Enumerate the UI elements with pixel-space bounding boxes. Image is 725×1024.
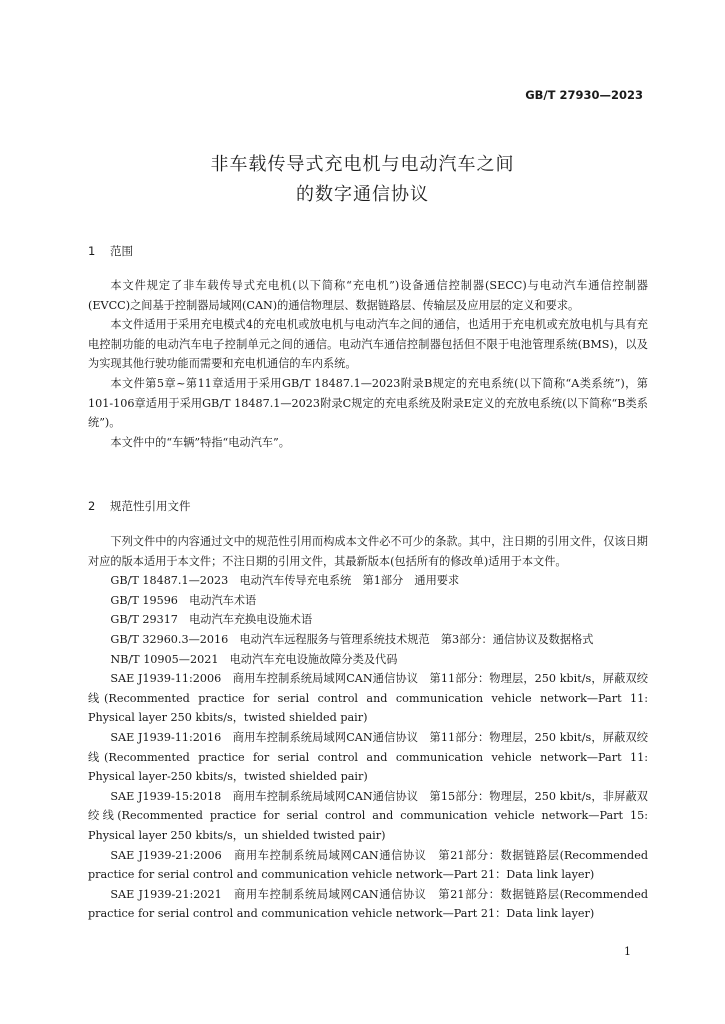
- section-number: 2: [88, 499, 96, 513]
- reference-item: GB/T 29317 电动汽车充换电设施术语: [110, 613, 313, 627]
- paragraph: 本文件中的“车辆”特指“电动汽车”。: [110, 435, 290, 449]
- reference-item: GB/T 18487.1—2023 电动汽车传导充电系统 第1部分 通用要求: [110, 574, 460, 588]
- section-title: 规范性引用文件: [110, 499, 191, 513]
- reference-item: SAE J1939-21:2006 商用车控制系统局域网CAN通信协议 第21部分：数据链路层(Recommended practice for serial control and communication vehicle network—Part 21：Data link layer): [88, 848, 648, 882]
- section-number: 1: [88, 244, 96, 258]
- page-number: 1: [624, 945, 631, 958]
- reference-item: SAE J1939-21:2021 商用车控制系统局域网CAN通信协议 第21部分：数据链路层(Recommended practice for serial control and communication vehicle network—Part 21：Data link layer): [88, 887, 648, 921]
- reference-item: GB/T 32960.3—2016 电动汽车远程服务与管理系统技术规范 第3部分：通信协议及数据格式: [110, 632, 594, 646]
- section-1-body: [88, 276, 648, 452]
- reference-item: SAE J1939-11:2006 商用车控制系统局域网CAN通信协议 第11部分：物理层，250 kbit/s，屏蔽双绞线(Recommented practice for serial control and communication vehicle network—Part 11: Physical layer 250 kbits/s，twisted shielded pair): [88, 672, 648, 725]
- paragraph: 本文件适用于采用充电模式4的充电机或放电机与电动汽车之间的通信，也适用于充电机或充放电机与具有充电控制功能的电动汽车电子控制单元之间的通信。电动汽车通信控制器包括但不限于电池管理系统(BMS)，以及为实现其他行驶功能而需要和充电机通信的车内系统。: [88, 318, 648, 371]
- document-title: [0, 150, 725, 210]
- section-2-heading: [88, 498, 191, 514]
- title-line-2: 的数字通信协议: [296, 184, 429, 205]
- title-line-1: 非车载传导式充电机与电动汽车之间: [210, 154, 515, 175]
- section-title: 范围: [110, 244, 133, 258]
- paragraph: 本文件规定了非车载传导式充电机(以下简称“充电机”)设备通信控制器(SECC)与电动汽车通信控制器(EVCC)之间基于控制器局域网(CAN)的通信物理层、数据链路层、传输层及应用层的定义和要求。: [88, 279, 648, 312]
- section-2-body: [88, 532, 648, 924]
- section-1-heading: [88, 243, 133, 259]
- paragraph: 下列文件中的内容通过文中的规范性引用而构成本文件必不可少的条款。其中，注日期的引用文件，仅该日期对应的版本适用于本文件；不注日期的引用文件，其最新版本(包括所有的修改单)适用于本文件。: [88, 535, 648, 568]
- reference-item: SAE J1939-11:2016 商用车控制系统局域网CAN通信协议 第11部分：物理层，250 kbit/s，屏蔽双绞线(Recommented practice for serial control and communication vehicle network—Part 11: Physical layer-250 kbits/s，twisted shielded pair): [88, 730, 648, 784]
- reference-item: SAE J1939-15:2018 商用车控制系统局域网CAN通信协议 第15部分：物理层，250 kbit/s，非屏蔽双绞线(Recommented practice for serial control and communication vehicle network—Part 15: Physical layer 250 kbits/s，un shielded twisted pair): [88, 789, 648, 842]
- paragraph: 本文件第5章~第11章适用于采用GB/T 18487.1—2023附录B规定的充电系统(以下简称“A类系统”)，第101-106章适用于采用GB/T 18487.1—2023附录C规定的充电系统及附录E定义的充放电系统(以下简称“B类系统”)。: [88, 376, 648, 430]
- reference-item: GB/T 19596 电动汽车术语: [110, 593, 257, 607]
- reference-item: NB/T 10905—2021 电动汽车充电设施故障分类及代码: [110, 652, 398, 666]
- standard-number: GB/T 27930—2023: [525, 88, 643, 102]
